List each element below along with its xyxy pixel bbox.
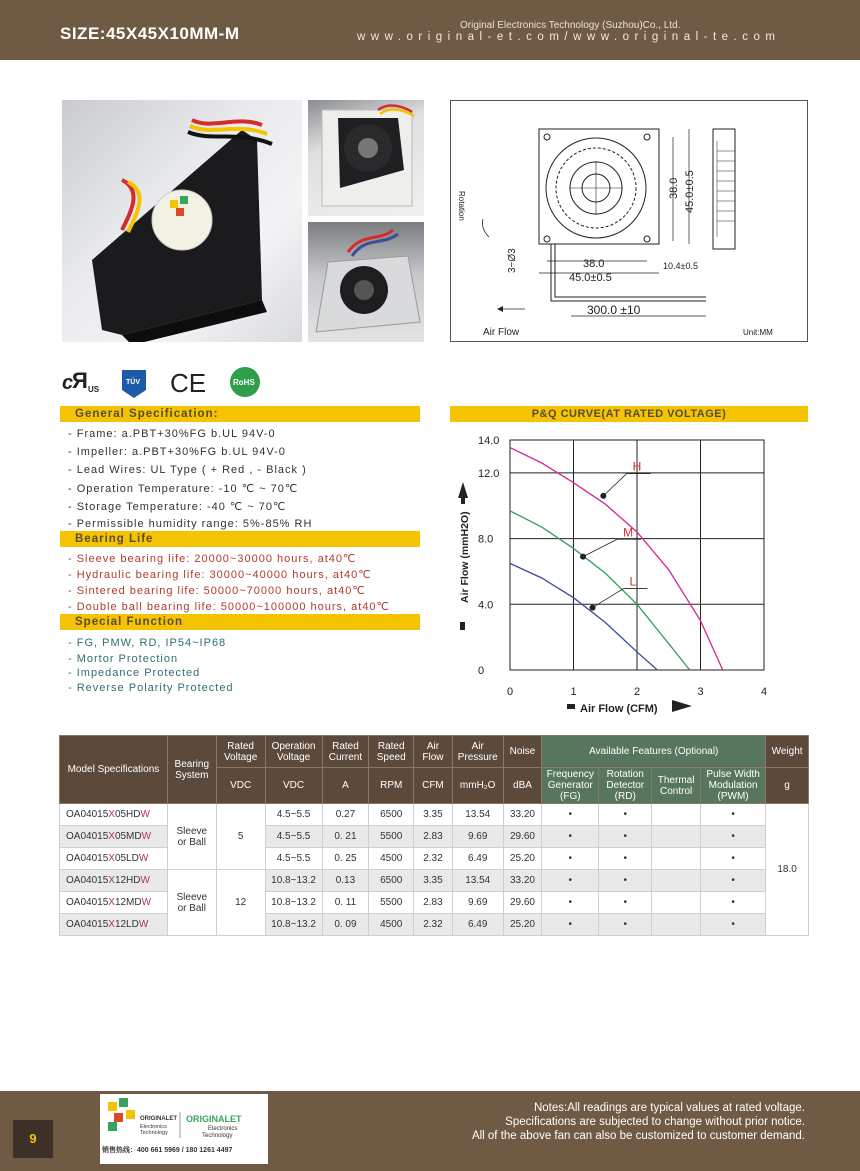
bearing-hydraulic: - Hydraulic bearing life: 30000~40000 hours, at40℃ [68,569,372,581]
spec-frame: - Frame: a.PBT+30%FG b.UL 94V-0 [68,428,276,440]
pwm-cell: • [701,804,766,826]
model-prefix: OA04015 [66,853,109,864]
model-x: X [108,875,115,886]
ul-logo [62,368,100,394]
model-x: X [108,919,115,930]
footer-notes [472,1101,805,1143]
cfm-cell: 2.32 [414,914,453,936]
cfm-cell: 3.35 [414,870,453,892]
cfm-cell: 3.35 [414,804,453,826]
operation-voltage-cell: 4.5~5.5 [265,826,322,848]
thermal-cell [652,826,701,848]
y-tick-label: 4.0 [478,599,494,612]
marker-leader [583,539,617,556]
th-air-pressure: Air Pressure [452,736,503,768]
th-rated-voltage: Rated Voltage [216,736,265,768]
model-prefix: OA04015 [66,831,109,842]
rohs-logo [230,367,260,397]
pressure-cell: 6.49 [452,914,503,936]
brand-small-sub1: Electronics [140,1124,167,1130]
unit-speed: RPM [369,768,414,804]
thermal-cell [652,804,701,826]
current-cell: 0.13 [322,870,369,892]
air-flow-label: Air Flow [483,327,520,338]
cfm-cell: 2.83 [414,892,453,914]
model-w: W [138,853,149,864]
model-mid: 05LD [114,853,139,864]
current-cell: 0. 09 [322,914,369,936]
brand-small-sub2: Technology [140,1130,168,1136]
special-motor-protection: - Mortor Protection [68,653,179,665]
dim-lead-wire: 300.0 ±10 [587,303,641,317]
pwm-cell: • [701,826,766,848]
speed-cell: 5500 [369,826,414,848]
operation-voltage-cell: 10.8~13.2 [265,892,322,914]
model-mid: 12HD [114,875,141,886]
fg-cell: • [542,804,599,826]
curve-label-l: L [629,574,637,589]
unit-label: Unit:MM [743,328,773,337]
svg-text:c: c [62,372,74,394]
dim-45-vertical: 45.0±0.5 [684,170,696,213]
unit-weight: g [766,768,809,804]
th-fg: Frequency Generator (FG) [542,768,599,804]
marker-leader [603,474,626,496]
rated-voltage-cell: 12 [216,870,265,936]
unit-air-pressure: mmH₂O [452,768,503,804]
brand-logo-icon [108,1098,135,1131]
model-x: X [108,831,115,842]
x-tick-label: 2 [634,686,641,698]
x-tick-label: 4 [761,686,768,698]
brand-sub2: Technology [202,1133,233,1139]
special-fg: - FG, PMW, RD, IP54~IP68 [68,637,227,649]
spec-humidity: - Permissible humidity range: 5%-85% RH [68,518,313,530]
website-url: www.original-et.com/www.original-te.com [357,31,781,43]
x-tick-label: 1 [570,686,577,698]
fg-cell: • [542,892,599,914]
th-air-flow: Air Flow [414,736,453,768]
rd-cell: • [599,826,652,848]
fg-cell: • [542,826,599,848]
bearing-life-title: Bearing Life [75,533,154,545]
dim-45-horizontal: 45.0±0.5 [569,272,612,284]
y-axis-label: Air Flow (mmH2O) [459,511,471,603]
unit-operation-voltage: VDC [265,768,322,804]
unit-current: A [322,768,369,804]
y-axis-marker [460,622,465,630]
rd-cell: • [599,804,652,826]
curve-label-h: H [632,459,642,474]
cfm-cell: 2.32 [414,848,453,870]
special-impedance: - Impedance Protected [68,667,201,679]
current-cell: 0. 25 [322,848,369,870]
model-cell [60,804,168,826]
th-rated-speed: Rated Speed [369,736,414,768]
rd-cell: • [599,870,652,892]
y-axis-arrow-icon [458,482,468,498]
technical-drawing [450,100,808,342]
y-tick-label: 8.0 [478,533,494,546]
weight-cell: 18.0 [766,804,809,936]
curve-marker [590,605,596,611]
model-x: X [108,853,115,864]
th-bearing: Bearing System [167,736,216,804]
speed-cell: 5500 [369,892,414,914]
pq-curve-title: P&Q CURVE(AT RATED VOLTAGE) [531,408,727,420]
speed-cell: 4500 [369,914,414,936]
th-thermal: Thermal Control [652,768,701,804]
x-axis-label: Air Flow (CFM) [580,703,658,715]
note-line: All of the above fan can also be customized to customer demand. [471,1130,805,1142]
model-cell [60,870,168,892]
bearing-sleeve: - Sleeve bearing life: 20000~30000 hours, at40℃ [68,553,357,565]
ce-logo [170,368,206,398]
noise-cell: 29.60 [503,892,542,914]
model-mid: 12LD [114,919,139,930]
table-row [60,870,809,892]
brand-sub1: Electronics [208,1126,238,1132]
th-noise: Noise [503,736,542,768]
speed-cell: 6500 [369,870,414,892]
rd-cell: • [599,848,652,870]
x-tick-label: 0 [507,686,514,698]
model-mid: 05MD [114,831,142,842]
rd-cell: • [599,892,652,914]
unit-rated-voltage: VDC [216,768,265,804]
x-axis-arrow-icon [672,700,692,712]
pwm-cell: • [701,848,766,870]
rated-voltage-cell: 5 [216,804,265,870]
bearing-cell: Sleeve or Ball [167,870,216,936]
th-pwm: Pulse Width Modulation (PWM) [701,768,766,804]
dim-38-horizontal: 38.0 [583,258,605,270]
spec-impeller: - Impeller: a.PBT+30%FG b.UL 94V-0 [68,446,286,458]
model-w: W [140,875,150,886]
pressure-cell: 9.69 [452,826,503,848]
pressure-cell: 9.69 [452,892,503,914]
company-name: Original Electronics Technology (Suzhou)Co., Ltd. [460,20,681,31]
brand-name: ORIGINALET [186,1114,242,1124]
special-reverse-polarity: - Reverse Polarity Protected [68,682,234,694]
model-mid: 05HD [114,809,141,820]
cfm-cell: 2.83 [414,826,453,848]
certification-logos [62,364,282,398]
sales-hotline: 销售热线：400 661 5969 / 180 1261 4497 [102,1147,233,1154]
y-tick-label: 14.0 [478,435,500,447]
noise-cell: 25.20 [503,848,542,870]
note-line: Specifications are subjected to change without prior notice. [505,1116,805,1128]
svg-text:Я: Я [72,368,88,393]
operation-voltage-cell: 4.5~5.5 [265,848,322,870]
rd-cell: • [599,914,652,936]
spec-operation-temp: - Operation Temperature: -10 ℃ ~ 70℃ [68,483,299,495]
model-prefix: OA04015 [66,875,109,886]
x-tick-label: 3 [697,686,704,698]
table-row [60,804,809,826]
unit-noise: dBA [503,768,542,804]
noise-cell: 33.20 [503,870,542,892]
fan-photo-top-right [308,100,424,216]
fg-cell: • [542,914,599,936]
model-x: X [108,897,115,908]
th-rated-current: Rated Current [322,736,369,768]
noise-cell: 29.60 [503,826,542,848]
hole-dim: 3~Ø3 [507,248,518,273]
bearing-double-ball: - Double ball bearing life: 50000~100000 hours, at40℃ [68,601,390,613]
bearing-sintered: - Sintered bearing life: 50000~70000 hours, at40℃ [68,585,366,597]
fg-cell: • [542,870,599,892]
general-spec-title: General Specification: [75,408,219,420]
product-size-title: SIZE:45X45X10MM-M [60,24,240,43]
speed-cell: 4500 [369,848,414,870]
dim-38-vertical: 38.0 [668,177,680,199]
operation-voltage-cell: 10.8~13.2 [265,870,322,892]
pressure-cell: 13.54 [452,870,503,892]
model-w: W [141,897,152,908]
svg-text:CE: CE [170,368,207,398]
note-line: Notes:All readings are typical values at rated voltage. [533,1102,805,1114]
x-axis-marker [567,704,575,709]
pressure-cell: 13.54 [452,804,503,826]
noise-cell: 25.20 [503,914,542,936]
rotation-label: Rotation [457,191,466,221]
curve-label-m: M [623,525,634,540]
pq-chart [450,426,808,726]
bearing-cell: Sleeve or Ball [167,804,216,870]
pwm-cell: • [701,914,766,936]
footer-logo-area [100,1094,268,1164]
thermal-cell [652,914,701,936]
pwm-cell: • [701,892,766,914]
th-rd: Rotation Detector (RD) [599,768,652,804]
fan-photo-bottom-right [308,222,424,342]
model-cell [60,914,168,936]
model-w: W [138,919,149,930]
page-header [0,0,860,60]
model-w: W [141,831,152,842]
thermal-cell [652,848,701,870]
current-cell: 0. 21 [322,826,369,848]
th-weight: Weight [766,736,809,768]
model-cell [60,892,168,914]
series-line-m [510,511,690,670]
model-x: X [108,809,115,820]
brand-small-name: ORIGINALET [140,1116,177,1122]
fan-photo-main [62,100,302,342]
unit-air-flow: CFM [414,768,453,804]
series-line-h [510,448,723,670]
model-prefix: OA04015 [66,919,109,930]
operation-voltage-cell: 10.8~13.2 [265,914,322,936]
tuv-logo [122,370,146,398]
svg-text:TÜV: TÜV [126,379,140,386]
pressure-cell: 6.49 [452,848,503,870]
y-tick-label: 12.0 [478,467,500,480]
speed-cell: 6500 [369,804,414,826]
spec-storage-temp: - Storage Temperature: -40 ℃ ~ 70℃ [68,501,287,513]
model-cell [60,848,168,870]
y-axis-arrow-stem [461,498,465,504]
dim-depth: 10.4±0.5 [663,261,698,271]
thermal-cell [652,870,701,892]
page-number: 9 [13,1120,53,1158]
thermal-cell [652,892,701,914]
model-prefix: OA04015 [66,897,109,908]
model-w: W [140,809,150,820]
special-function-title: Special Function [75,616,184,628]
th-available-features: Available Features (Optional) [542,736,766,768]
svg-text:RoHS: RoHS [233,378,255,387]
current-cell: 0. 11 [322,892,369,914]
model-cell [60,826,168,848]
spec-lead-wires: - Lead Wires: UL Type ( + Red , - Black ) [68,464,307,476]
operation-voltage-cell: 4.5~5.5 [265,804,322,826]
current-cell: 0.27 [322,804,369,826]
th-model: Model Specifications [60,736,168,804]
model-prefix: OA04015 [66,809,109,820]
svg-text:US: US [88,385,100,394]
spec-table [59,735,809,936]
y-tick-label: 0 [478,665,485,677]
fg-cell: • [542,848,599,870]
pwm-cell: • [701,870,766,892]
th-operation-voltage: Operation Voltage [265,736,322,768]
model-mid: 12MD [114,897,142,908]
noise-cell: 33.20 [503,804,542,826]
